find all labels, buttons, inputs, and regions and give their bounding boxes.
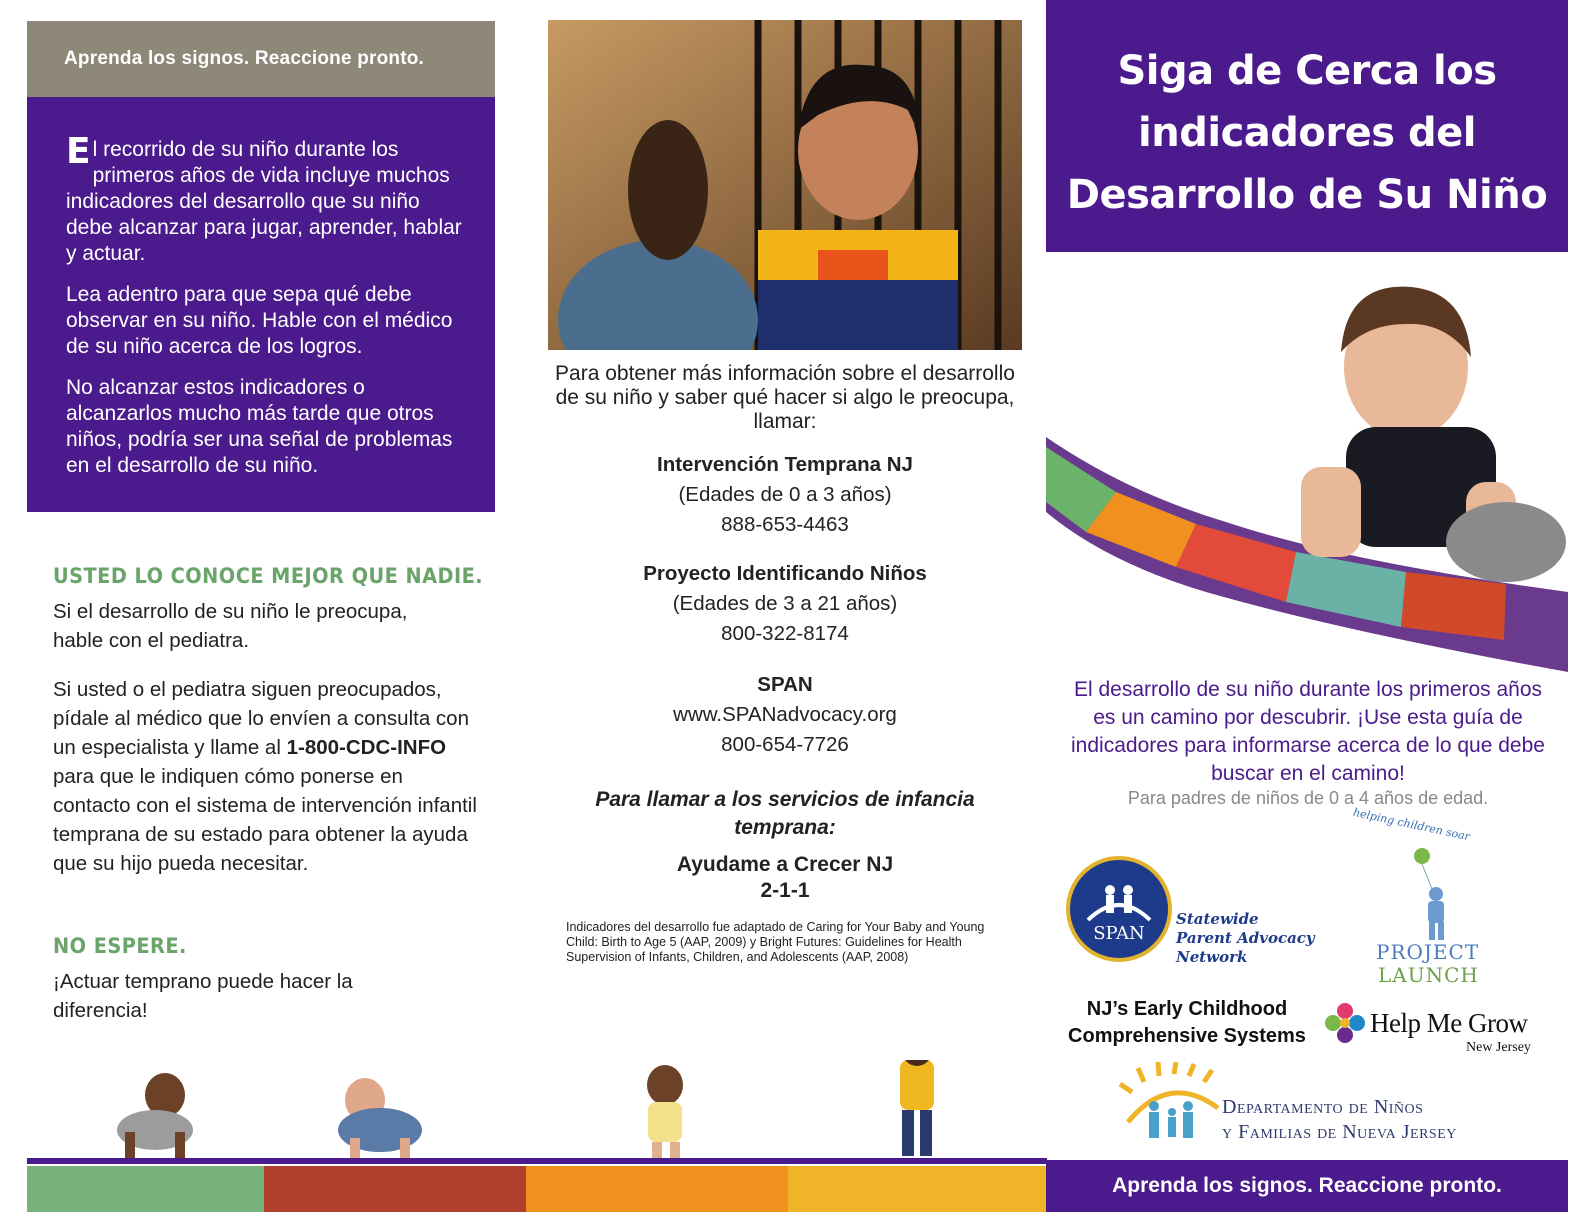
contact-intro: Para obtener más información sobre el desarrollo de su niño y saber qué hacer si algo le preocupa, llamar:	[555, 362, 1015, 433]
early-services-cta: Para llamar a los servicios de infancia temprana:	[595, 788, 975, 839]
intro-paragraph-2: Lea adentro para que sepa qué debe observar en su niño. Hable con el médico de su niño acerca de los logros.	[66, 283, 453, 358]
phone-number: 888-653-4463	[721, 513, 849, 536]
balloon-child-icon	[1408, 846, 1456, 942]
span-website-link[interactable]: www.SPANadvocacy.org	[673, 703, 897, 726]
right-footer-tagline: Aprenda los signos. Reaccione pronto.	[1046, 1160, 1568, 1212]
strip-yellow	[788, 1166, 1046, 1212]
cdc-phone: 1-800-CDC-INFO	[286, 736, 447, 759]
project-launch-word2: LAUNCH	[1378, 963, 1479, 987]
photo-illustration	[1046, 262, 1568, 672]
contact-proyecto: Proyecto Identificando Niños (Edades de 3 a 21 años) 800-322-8174	[548, 559, 1022, 649]
help-me-grow-flower-icon	[1324, 1002, 1366, 1044]
crawling-baby-1	[117, 1073, 193, 1160]
strip-red	[264, 1166, 526, 1212]
dcf-logo-line1: Departamento de Niños	[1222, 1096, 1424, 1118]
crawling-baby-2	[338, 1078, 422, 1162]
project-launch-tagline: helping children soar	[1351, 805, 1472, 844]
photo-illustration	[548, 20, 1022, 350]
dcf-logo-line2: y Familias de Nueva Jersey	[1222, 1121, 1457, 1143]
cover-title: Siga de Cerca los indicadores del Desarrollo de Su Niño	[1066, 48, 1548, 218]
heading-no-espere: NO ESPERE.	[53, 934, 187, 958]
help-me-grow-state: New Jersey	[1466, 1040, 1531, 1055]
cover-audience: Para padres de niños de 0 a 4 años de edad.	[1127, 788, 1489, 808]
cover-description: El desarrollo de su niño durante los primeros años es un camino por descubrir. ¡Use esta guía de indicadores para informarse acerca de lo que debe buscar en el camino!	[1071, 678, 1545, 785]
help-me-grow-contact: Ayudame a Crecer NJ 2-1-1	[676, 853, 894, 902]
help-me-grow-logo: Help Me Grow	[1370, 1008, 1528, 1038]
left-tagline: Aprenda los signos. Reaccione pronto.	[27, 21, 495, 97]
span-org-name: Statewide Parent Advocacy Network	[1176, 910, 1315, 966]
phone-number: 800-654-7726	[721, 733, 849, 756]
phone-number: 800-322-8174	[721, 622, 849, 645]
intro-box	[27, 97, 495, 512]
drop-cap: E	[66, 131, 91, 172]
intro-paragraph-3: No alcanzar estos indicadores o alcanzarlos mucho más tarde que otros niños, podría ser una señal de problemas en el desarrollo de su niño.	[66, 376, 453, 477]
nj-early-childhood-logo: NJ’s Early Childhood Comprehensive Systems	[1068, 998, 1306, 1047]
contact-intervencion: Intervención Temprana NJ (Edades de 0 a 3 años) 888-653-4463	[548, 450, 1022, 540]
boy-covering-ears-photo	[548, 20, 1022, 350]
text-especialista: Si usted o el pediatra siguen preocupados, pídale al médico que lo envíen a consulta con un especialista y llame al 1-800-CDC-INFO para que le indiquen cómo ponerse en contacto con el sistema de intervención infantil temprana de su estado para obtener la ayuda que su hijo pueda necesitar.	[53, 678, 477, 875]
crawling-baby-photo	[1046, 262, 1568, 672]
citation-note: Indicadores del desarrollo fue adaptado de Caring for Your Baby and Young Child: Birth to Age 5 (AAP, 2009) y Bright Futures: Guidelines for Health Supervision of Infants, Children, and Adolescents (AAP, 2008)	[566, 920, 985, 964]
span-logo: SPAN	[1066, 856, 1172, 962]
walking-toddler-2	[900, 1060, 934, 1156]
children-walking-illustration	[100, 1060, 1100, 1170]
strip-orange	[526, 1166, 788, 1212]
project-launch-word1: PROJECT	[1376, 940, 1480, 964]
text-preocupa: Si el desarrollo de su niño le preocupa, hable con el pediatra.	[53, 600, 408, 652]
heading-usted-lo-conoce: USTED LO CONOCE MEJOR QUE NADIE.	[53, 564, 484, 588]
walking-toddler-1	[647, 1065, 683, 1164]
bottom-divider	[27, 1158, 1047, 1164]
strip-green	[27, 1166, 264, 1212]
text-actuar: ¡Actuar temprano puede hacer la diferencia!	[53, 970, 353, 1022]
contact-span: SPAN www.SPANadvocacy.org 800-654-7726	[548, 670, 1022, 760]
dcf-family-sun-icon	[1114, 1062, 1224, 1146]
intro-paragraph-1: El recorrido de su niño durante los primeros años de vida incluye muchos indicadores del desarrollo que su niño debe alcanzar para jugar, aprender, hablar y actuar.	[66, 131, 462, 265]
